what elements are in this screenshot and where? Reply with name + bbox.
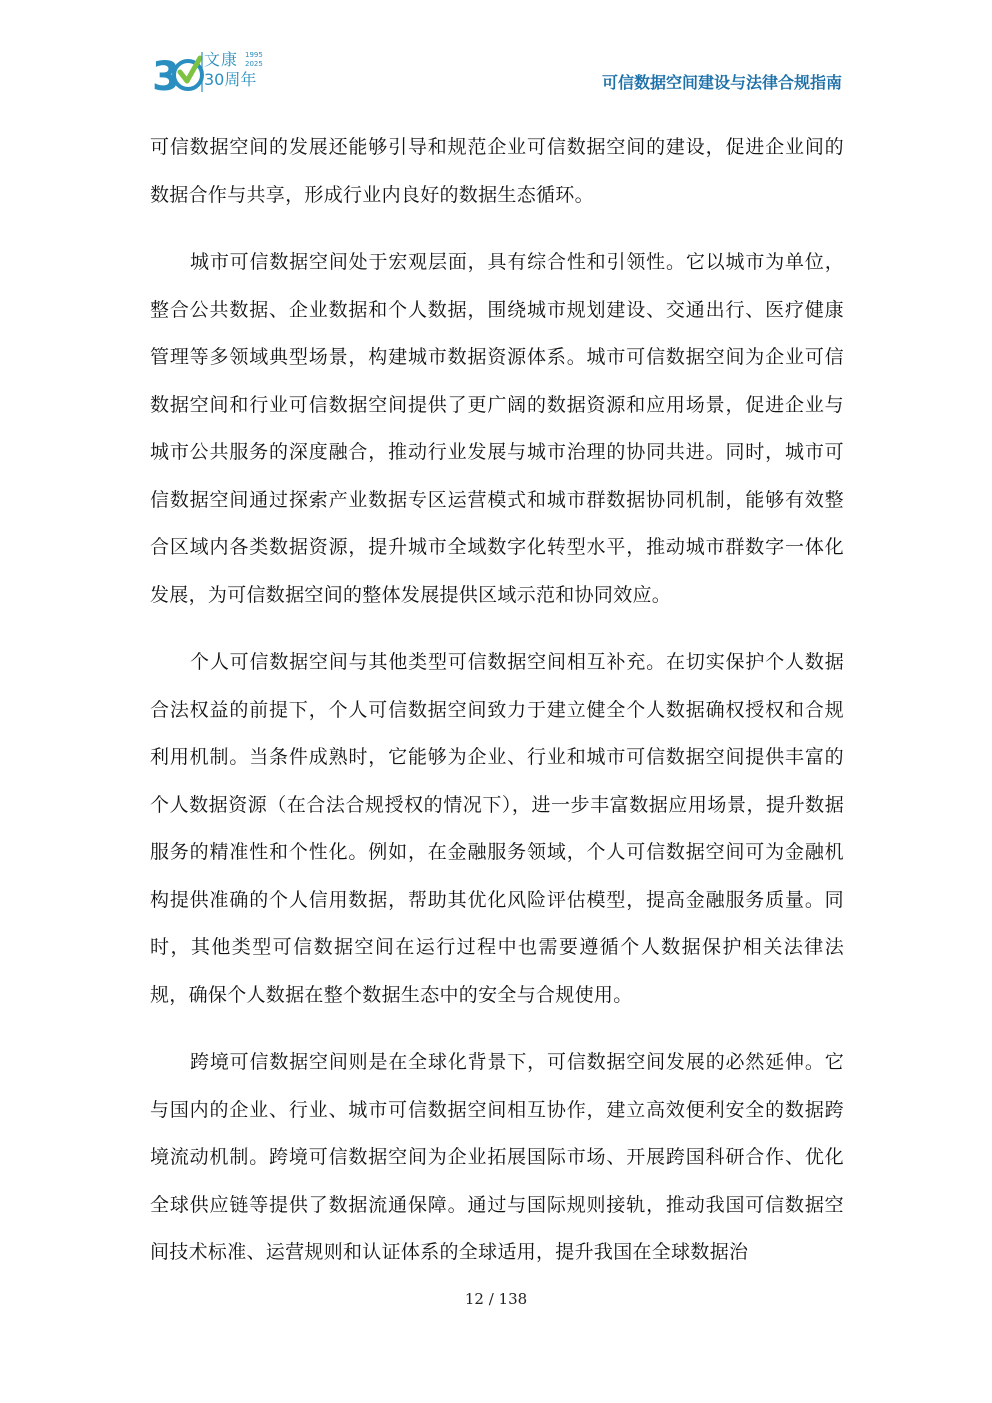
page-number: 12 / 138 [464, 1290, 528, 1308]
logo-name: 文康 [204, 50, 239, 69]
paragraph-1: 可信数据空间的发展还能够引导和规范企业可信数据空间的建设，促进企业间的数据合作与共享，形成行业内良好的数据生态循环。 [150, 136, 844, 206]
logo-subtitle: 30周年 [204, 70, 257, 89]
document-title: 可信数据空间建设与法律合规指南 [601, 73, 842, 92]
page-body [150, 124, 844, 1297]
paragraph-4: 跨境可信数据空间则是在全球化背景下，可信数据空间发展的必然延伸。它与国内的企业、行业、城市可信数据空间相互协作，建立高效便利安全的数据跨境流动机制。跨境可信数据空间为企业拓展国际市场、开展跨国科研合作、优化全球供应链等提供了数据流通保障。通过与国际规则接轨，推动我国可信数据空间技术标准、运营规则和认证体系的全球适用，提升我国在全球数据治 [150, 1051, 844, 1263]
paragraph-2: 城市可信数据空间处于宏观层面，具有综合性和引领性。它以城市为单位，整合公共数据、企业数据和个人数据，围绕城市规划建设、交通出行、医疗健康管理等多领域典型场景，构建城市数据资源体系。城市可信数据空间为企业可信数据空间和行业可信数据空间提供了更广阔的数据资源和应用场景，促进企业与城市公共服务的深度融合，推动行业发展与城市治理的协同共进。同时，城市可信数据空间通过探索产业数据专区运营模式和城市群数据协同机制，能够有效整合区域内各类数据资源，提升城市全域数字化转型水平，推动城市群数字一体化发展，为可信数据空间的整体发展提供区域示范和协同效应。 [150, 251, 844, 606]
page-header [0, 0, 992, 110]
svg-text:3: 3 [152, 54, 180, 96]
paragraph-3: 个人可信数据空间与其他类型可信数据空间相互补充。在切实保护个人数据合法权益的前提下，个人可信数据空间致力于建立健全个人数据确权授权和合规利用机制。当条件成熟时，它能够为企业、行业和城市可信数据空间提供丰富的个人数据资源（在合法合规授权的情况下），进一步丰富数据应用场景，提升数据服务的精准性和个性化。例如，在金融服务领域，个人可信数据空间可为金融机构提供准确的个人信用数据，帮助其优化风险评估模型，提高金融服务质量。同时，其他类型可信数据空间在运行过程中也需要遵循个人数据保护相关法律法规，确保个人数据在整个数据生态中的安全与合规使用。 [150, 651, 844, 1006]
logo-years: 1995 2025 [245, 51, 263, 68]
